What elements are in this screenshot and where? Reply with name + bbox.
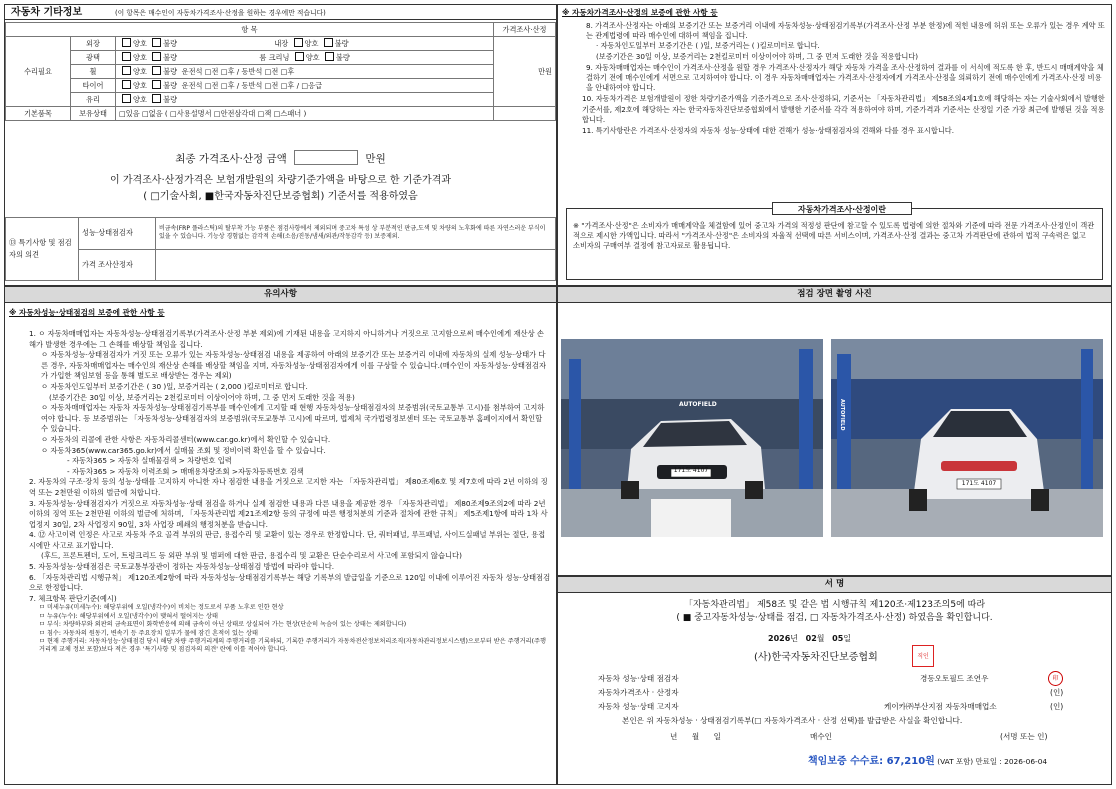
notice-item: 4. ⑫ 사고이력 인정은 사고로 자동차 주요 골격 부위의 판금, 용접수리 및 교환이 있는 경우로 한정합니다. 단, 쿼터패널, 루프패널, 사이드실패널 부위는 절단, 용접 시에만 사고로 표기합니다. bbox=[29, 530, 546, 550]
brand-sign-rear: AUTOFIELD bbox=[839, 399, 845, 431]
checkbox[interactable] bbox=[152, 66, 161, 75]
notice-item: ㅇ 자동차인도일부터 보증기간은 ( 30 )일, 보증거리는 ( 2,000 )킬로미터로 합니다. bbox=[41, 381, 308, 391]
inspection-photo-rear bbox=[831, 339, 1103, 537]
plate-front: 171도 4107 bbox=[673, 467, 709, 474]
notice-item: 1. ㅇ 자동차매매업자는 자동차성능·상태점검기록부(가격조사·산정 부분 제외)에 기재된 내용을 고지하지 아니하거나 거짓으로 고지함으로써 매수인에게 재산상 손해가 발생한 경우에는 그 손해를 배상할 책임을 집니다. bbox=[29, 329, 544, 349]
final-input[interactable] bbox=[294, 150, 358, 165]
repair-cat: 휠 bbox=[71, 65, 116, 79]
sign-day: 05 bbox=[832, 634, 844, 643]
fee-vat: (VAT 포함) bbox=[937, 757, 974, 766]
sign-title: 서 명 bbox=[558, 577, 1111, 593]
warranty-heading: ※ 자동차가격조사·산정의 보증에 관한 사항 등 bbox=[562, 8, 718, 17]
photo-section bbox=[557, 286, 1112, 576]
sign-statement bbox=[558, 599, 1111, 625]
checkbox[interactable] bbox=[122, 38, 131, 47]
sign-month: 02 bbox=[805, 634, 817, 643]
notice-item: ㅇ 자동차매매업자는 자동차 자동차성능·상태점검기록부를 매수인에게 고지할 때 현행 자동차성능·상태점검자의 보증범위(국토교통부 고시)를 첨부하여 고지하여야 합니다. 등 보증범위는 「자동차성능·상태점검자의 보증범위(국토교통부 고시)에 따르며, 법제처 국가법령정보센터 또는 국토교통부 홈페이지에서 확인할 수 있습니다. bbox=[41, 403, 545, 434]
repair-cat2: 내장 bbox=[274, 39, 289, 48]
criteria-item: ㅁ 부식: 차량하부와 외판의 금속표면이 화학반응에 의해 금속이 아닌 상태로 상실되어 가는 현상(단순히 녹슴이 있는 상태는 제외합니다) bbox=[39, 621, 407, 629]
perf-label: 성능·상태점검자 bbox=[79, 218, 156, 250]
warranty-items bbox=[582, 21, 1108, 136]
brand-sign-front: AUTOFIELD bbox=[679, 401, 717, 408]
checkbox[interactable] bbox=[122, 80, 131, 89]
repair-opts: 양호 불량 운전석 □전 □후 / 동반석 □전 □후 bbox=[116, 65, 494, 79]
price-inspector: 가격 조사산정자 bbox=[79, 249, 156, 281]
sign-roles bbox=[598, 672, 1068, 714]
etc-title: 자동차 기타정보 bbox=[11, 7, 83, 18]
notice-item: 5. 자동차성능·상태점검은 국토교통부장관이 정하는 자동차성능·상태점검 방법에 따라야 합니다. bbox=[29, 562, 335, 572]
checkbox[interactable] bbox=[122, 94, 131, 103]
role-mark: (인) bbox=[1050, 688, 1064, 697]
price-def-text: ※ "가격조사·산정"은 소비자가 매매계약을 체결함에 있어 중고차 가격의 적정성 판단에 참고할 수 있도록 법령에 의한 절차와 기준에 따라 전문 가격조사·산정인이 객관적으로 제시한 가액입니다. 따라서 "가격조사·산정"은 소비자의 자율적 선택에 따른 서비스이며, 가격조사·산정 결과는 중고차 가격판단에 관하여 법적 구속력은 없고 소비자의 구매여부 결정에 참고자료로 활용됩니다. bbox=[573, 221, 1095, 251]
notice-item: 6. 「자동차관리법 시행규칙」 제120조제2항에 따라 자동차성능·상태점검기록부는 해당 기록부의 발급일을 기준으로 120일 이내에 이루어진 자동차 성능·상태점검으로 한정합니다. bbox=[29, 572, 551, 593]
criteria-item: ㅁ 침수: 자동차의 원동기, 변속기 등 주요장치 일부가 물에 잠긴 흔적이 있는 상태 bbox=[39, 629, 258, 637]
final-label: 최종 가격조사·산정 금액 bbox=[175, 153, 287, 165]
warranty-item-8a: · 자동차인도일부터 보증기간은 ( )일, 보증거리는 ( )킬로미터로 합니다. bbox=[596, 41, 820, 51]
perf-text: 비금속(FRP 플라스틱)의 탈부착 가능 부품은 점검사항에서 제외되며 중고차 특성 상 부분적인 판금,도색 및 차량의 노후화에 따른 자연스러운 부식이 있을 수 있습니다. 기능상 경험없는 감각적 손해(소음/진동/냄새/외관/작동감각 등) 보증제외. bbox=[156, 218, 556, 250]
basic-label: 기본품목 bbox=[6, 107, 71, 121]
sign-year: 2026 bbox=[768, 634, 791, 643]
checkbox[interactable] bbox=[152, 38, 161, 47]
notice-items bbox=[29, 329, 551, 655]
repair-opts: 양호 불량 내장 양호 불량 bbox=[116, 37, 494, 51]
etc-info-section bbox=[4, 4, 557, 286]
sign-month-unit: 월 bbox=[816, 634, 825, 643]
role-label: 자동차 성능·상태 점검자 bbox=[598, 674, 679, 683]
repair-label: 수리필요 bbox=[6, 37, 71, 107]
role-mark: (인) bbox=[1050, 702, 1064, 711]
photo-front-graphic bbox=[561, 339, 823, 537]
notice-item: - 자동차365 > 자동차 실매물검색 > 차량번호 입력 bbox=[67, 456, 232, 466]
sign-confirm: 본인은 위 자동차성능 · 상태점검기록부(□ 자동차가격조사 · 산정 선택)를 발급받은 사실을 확인합니다. bbox=[622, 716, 963, 725]
signature-stamp-icon: 印 bbox=[1048, 671, 1063, 686]
fee-row bbox=[808, 755, 1047, 769]
special-label: ⑬ 특기사항 및 점검자의 의견 bbox=[6, 218, 79, 281]
notice-subheading: ※ 자동차성능·상태점검의 보증에 관한 사항 등 bbox=[9, 308, 165, 317]
repair-cat: 유리 bbox=[71, 93, 116, 107]
checkbox[interactable] bbox=[295, 52, 304, 61]
final-price-row bbox=[5, 148, 556, 170]
notice-item: 2. 자동차의 구조·장치 등의 성능·상태를 고지하지 아니한 자나 점검한 내용을 거짓으로 고지한 자는 「자동차관리법」 제80조제6호 및 제7호에 따라 2년 이하의 징역 또는 2천만원 이하의 벌금에 처합니다. bbox=[29, 477, 548, 497]
plate-rear: 171도 4107 bbox=[961, 480, 997, 487]
notice-item: ㅇ 자동차의 리콜에 관한 사항은 자동차리콜센터(www.car.go.kr)에서 확인할 수 있습니다. bbox=[41, 434, 331, 444]
fee-expiry: 만료일 : 2026-06-04 bbox=[975, 757, 1048, 766]
notice-item: (보증기간은 30일 이상, 보증거리는 2천킬로미터 이상이어야 하며, 그 중 먼저 도래한 것을 적용) bbox=[49, 392, 355, 402]
signature-section bbox=[557, 576, 1112, 785]
sign-line1: 「자동차관리법」 제58조 및 같은 법 시행규칙 제120조·제123조의5에 따라 bbox=[683, 600, 986, 610]
role-name: 케이카㈜부산지점 자동차매매업소 bbox=[884, 702, 997, 711]
basis-line2: ( □기술사회, ■한국자동차진단보증협회) 기준서를 적용하였음 bbox=[143, 191, 418, 202]
checkbox[interactable] bbox=[325, 52, 334, 61]
repair-extra: 운전석 □전 □후 / 동반석 □전 □후 / □응급 bbox=[181, 81, 323, 90]
notice-item: (후드, 프론트펜더, 도어, 트렁크리드 등 외판 부위 및 범퍼에 대한 판금, 용접수리 및 교환은 단순수리로서 사고에 포함되지 않습니다) bbox=[41, 551, 462, 561]
sign-assoc: (사)한국자동차진단보증협회 bbox=[754, 652, 878, 663]
notice-item: 7. 체크항목 판단기준(예시) bbox=[29, 593, 117, 603]
role-row bbox=[598, 700, 1068, 714]
col-price: 가격조사·산정 bbox=[494, 23, 556, 37]
checkbox[interactable] bbox=[152, 52, 161, 61]
repair-opts: 양호 불량 bbox=[116, 93, 494, 107]
final-unit: 만원 bbox=[365, 153, 386, 165]
price-def-title: 자동차가격조사·산정이란 bbox=[772, 202, 912, 215]
role-row bbox=[598, 672, 1068, 686]
warranty-item-8b: (보증기간은 30일 이상, 보증거리는 2천킬로미터 이상이어야 하며, 그 중 먼저 도래한 것을 적용합니다) bbox=[596, 51, 919, 61]
buyer-label: 매수인 bbox=[810, 732, 833, 741]
checkbox[interactable] bbox=[324, 38, 333, 47]
checkbox[interactable] bbox=[122, 66, 131, 75]
special-table bbox=[5, 217, 556, 281]
warranty-item-10: 10. 자동차가격은 보험개발원이 정한 차량기준가액을 기준가격으로 조사·산정하되, 기준서는 「자동차관리법」 제58조의4제1호에 해당하는 자는 기술사회에서 발행한 기준서를, 제2호에 해당하는 자는 한국자동차진단보증협회에서 발행한 기준서를 각각 적용하여야 하며, 기준가격과 기준서는 산정일 기준 가장 최근에 발행된 것을 적용합니다. bbox=[582, 94, 1105, 124]
basis-text bbox=[5, 173, 556, 205]
notice-title: 유의사항 bbox=[5, 287, 556, 303]
col-item: 항 목 bbox=[6, 23, 494, 37]
repair-extra: 운전석 □전 □후 / 동반석 □전 □후 bbox=[181, 67, 295, 76]
price-inspector-input[interactable] bbox=[156, 249, 556, 281]
criteria-item: ㅁ 현재 주행거리: 자동차성능·상태점검 당시 해당 차량 주행거리계의 주행거리를 기록하되, 기록한 주행거리가 자동차전산정보처리조직(자동차관리정보시스템)으로부터 받은 주행거리(주행거리계 교체 정보 포함)보다 적은 경우 '특기사항 및 점검자의 의견' 란에 이를 적어야 합니다. bbox=[39, 638, 547, 654]
etc-note: (이 항목은 매수인이 자동차가격조사·산정을 원하는 경우에만 적습니다) bbox=[115, 9, 326, 17]
checkbox[interactable] bbox=[122, 52, 131, 61]
warranty-item-11: 11. 특기사항란은 가격조사·산정자의 자동차 성능·상태에 대한 견해가 성능·상태점검자의 견해와 다를 경우 표시합니다. bbox=[582, 126, 955, 136]
buyer-date: 년 월 일 bbox=[670, 732, 721, 741]
sign-year-unit: 년 bbox=[790, 634, 798, 643]
role-name: 경동오토필드 조연우 bbox=[920, 674, 989, 683]
repair-opts: 양호 불량 운전석 □전 □후 / 동반석 □전 □후 / □응급 bbox=[116, 79, 494, 93]
role-label: 자동차 성능·상태 고지자 bbox=[598, 702, 679, 711]
checkbox[interactable] bbox=[152, 80, 161, 89]
notice-item: - 자동차365 > 자동차 이력조회 > 매매용차량조회 >자동차등록번호 검색 bbox=[67, 466, 304, 476]
notice-section bbox=[4, 286, 557, 785]
notice-item: ㅇ 자동차365(www.car365.go.kr)에서 실매물 조회 및 정비이력 확인을 할 수 있습니다. bbox=[41, 445, 326, 455]
repair-table bbox=[5, 22, 556, 121]
inspection-photo-front bbox=[561, 339, 823, 537]
etc-header bbox=[5, 5, 556, 20]
sign-line2: ( ■ 중고자동차성능·상태를 점검, □ 자동차가격조사·산정) 하였음을 확인합니다. bbox=[676, 613, 993, 623]
buyer-sign: (서명 또는 인) bbox=[1000, 732, 1048, 741]
repair-cat: 광택 bbox=[71, 51, 116, 65]
basis-line1: 이 가격조사·산정가격은 보험개발원의 차량기준가액을 바탕으로 한 기준가격과 bbox=[109, 175, 452, 186]
notice-item: 3. 자동차성능·상태점검자가 거짓으로 자동차성능·상태 점검을 하거나 실제 점검한 내용과 다른 내용을 제공한 경우 「자동차관리법」 제80조제9조의2에 따라 2년 이하의 징역 또는 2천만원 이하의 벌금에 처하며, 「자동차관리법 제21조제2항 등의 규정에 따른 행정처분의 기준과 절차에 관한 규칙」 제5조제1항에 따라 1차 사업정지 30일, 2차 사업정지 90일, 3차 사업장 폐쇄의 행정처분을 받습니다. bbox=[29, 498, 548, 529]
fee-label: 책임보증 수수료: 67,210원 bbox=[808, 756, 935, 767]
checkbox[interactable] bbox=[294, 38, 303, 47]
repair-cat: 타이어 bbox=[71, 79, 116, 93]
warranty-section bbox=[557, 4, 1112, 286]
role-label: 자동차가격조사 · 산정자 bbox=[598, 688, 679, 697]
repair-cat: 외장 bbox=[71, 37, 116, 51]
repair-opts: 양호 불량 룸 크리닝 양호 불량 bbox=[116, 51, 494, 65]
criteria-item: ㅁ 미세누유(미세누수): 해당부위에 오일(냉각수)이 비치는 정도로서 부품 노후로 인한 현상 bbox=[39, 604, 284, 612]
warranty-item-9: 9. 자동차매매업자는 매수인이 가격조사·산정을 원할 경우 가격조사·산정자가 해당 자동차 가격을 조사·산정하여 결과를 이 서식에 적도록 한 후, 반드시 매매계약을 체결하기 전에 매수인에게 서면으로 고지하여야 합니다. 이 경우 자동차매매업자는 가격조사·산정자에게 가격조사·산정을 의뢰하기 전에 매수인에게 가격조사·산정 비용을 안내하여야 합니다. bbox=[586, 62, 1104, 93]
basic-opts: □있음 □없음 ( □사용설명서 □안전삼각대 □잭 □스패너 ) bbox=[116, 107, 494, 121]
photo-rear-graphic bbox=[831, 339, 1103, 537]
basic-status: 보유상태 bbox=[71, 107, 116, 121]
warranty-item-8: 8. 가격조사·산정자는 아래의 보증기간 또는 보증거리 이내에 자동차성능·상태점검기록부(가격조사·산정 부분 한정)에 적힌 내용에 허위 또는 오류가 있는 경우 계약 또는 관계법령에 따라 매수인에 대하여 책임을 집니다. bbox=[586, 21, 1105, 41]
buyer-row bbox=[670, 731, 1100, 743]
photo-title: 점검 장면 촬영 사진 bbox=[558, 287, 1111, 303]
criteria-item: ㅁ 누유(누수): 해당부위에서 오일(냉각수)이 맺혀서 떨어지는 상태 bbox=[39, 612, 218, 620]
checkbox[interactable] bbox=[152, 94, 161, 103]
sign-day-unit: 일 bbox=[843, 634, 852, 643]
check-criteria bbox=[39, 604, 551, 654]
price-def-box bbox=[566, 205, 1103, 280]
price-unit: 만원 bbox=[494, 37, 556, 107]
repair-cat2: 룸 크리닝 bbox=[259, 53, 290, 62]
notice-item: ㅇ 자동차성능·상태점검자가 거짓 또는 오류가 있는 자동차성능·상태점검 내용을 제공하여 아래의 보증기간 또는 보증거리 이내에 자동차의 실제 성능·상태가 다른 경우, 자동차매매업자는 매수인의 재산상 손해를 배상할 책임을 지며, 자동차성능·상태점검자에게 이를 구상할 수 있습니다.(매수인이 자동차성능·상태점검자가 가입한 책임보험 등을 통해 별도로 배상받는 경우는 제외) bbox=[41, 350, 547, 381]
role-row bbox=[598, 686, 1068, 700]
sign-date bbox=[768, 633, 851, 645]
assoc-seal-icon: 직인 bbox=[912, 645, 934, 667]
